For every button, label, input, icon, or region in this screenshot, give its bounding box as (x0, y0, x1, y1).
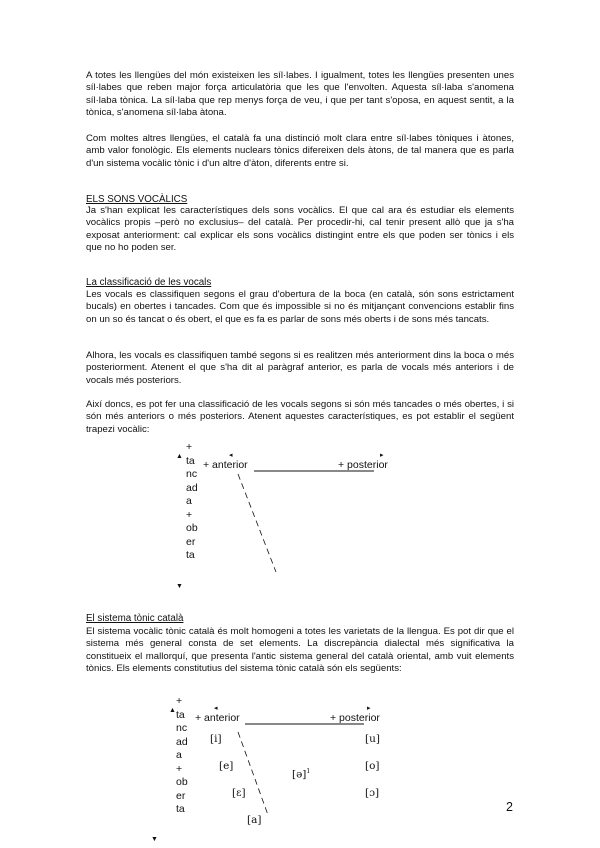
label-posterior: + posterior (338, 459, 388, 471)
section-heading-classificacio: La classificació de les vocals (86, 277, 212, 288)
arrow-down-icon: ▼ (176, 583, 183, 590)
arrow-up-icon: ▲ (176, 453, 183, 460)
vowel-u: [u] (365, 733, 380, 745)
openness-axis-labels: + ta nc ad a + ob er ta (176, 695, 188, 815)
arrow-left-icon: ◂ (214, 705, 218, 712)
section-heading-sistema-tonic: El sistema tònic català (86, 613, 184, 624)
section2-paragraph-3: Així doncs, es pot fer una classificació de les vocals segons si són més tancades o més obertes, i si són més anteriors o més posteriors. Atenent aquestes característiques, es pot establir el següent trapezi vocàlic: (86, 399, 514, 435)
arrow-right-icon: ▸ (367, 705, 371, 712)
arrow-up-icon: ▲ (169, 707, 176, 714)
vowel-a: [a] (247, 814, 262, 826)
section2-paragraph-2: Alhora, les vocals es classifiquen també segons si es realitzen més anteriorment dins la boca o més posteriorment. Atenent el que s'ha dit al paràgraf anterior, es parla de vocals més anteriors i de vocals més posteriors. (86, 350, 514, 386)
label-anterior: + anterior (195, 712, 240, 724)
openness-axis-labels: + ta nc ad a + ob er ta (186, 441, 198, 561)
vowel-i: [i] (210, 733, 222, 745)
section2-paragraph-1: Les vocals es classifiquen segons el grau d'obertura de la boca (en català, són sons estrictament bucals) en obertes i tancades. Com que és impossible si no és mitjançant convencions establir fins on un so és tancat o és obert, el que es fa es parlar de sons més oberts i de sons més tancats. (86, 289, 514, 325)
intro-paragraph-2: Com moltes altres llengües, el català fa una distinció molt clara entre síl·labes tòniques i àtones, amb valor fonològic. Els elements nuclears tònics difereixen dels àtons, de tal manera que es parla d'un sistema vocàlic tònic i d'un altre d'àton, diferents entre si. (86, 133, 514, 169)
arrow-right-icon: ▸ (380, 452, 384, 459)
page-number: 2 (506, 800, 513, 814)
vowel-e: [e] (219, 760, 234, 772)
section-heading-sons-vocalics: ELS SONS VOCÀLICS (86, 194, 188, 205)
vowel-schwa: [ə]$^1$ (292, 768, 311, 781)
arrow-down-icon: ▼ (151, 836, 158, 843)
vowel-o: [o] (365, 760, 380, 772)
section1-paragraph: Ja s'han explicat les característiques dels sons vocàlics. El que cal ara és estudiar els elements vocàlics propis –però no exclusius– del català. Per procedir-hi, cal tenir present allò que ja s'ha exposat anteriorment: cal explicar els sons vocàlics distingint entre els que poden ser tònics i els que no ho poden ser. (86, 205, 514, 254)
section3-paragraph: El sistema vocàlic tònic català és molt homogeni a totes les varietats de la llengua. Es pot dir que el sistema més general consta de set elements. La discrepància dialectal més significativa la constitueix el mallorquí, que presenta l'antic sistema general del català oriental, amb vuit elements tònics. Els elements constitutius del sistema tònic català són els següents: (86, 626, 514, 675)
intro-paragraph-1: A totes les llengües del món existeixen les síl·labes. I igualment, totes les llengües presenten unes síl·labes que reben major força articulatòria que les que l'envolten. Aquesta síl·laba s'anomena síl·laba tònica. La síl·laba que rep menys força de veu, i que per tant s'oposa, en aquest sentit, a la tònica, s'anomena síl·laba àtona. (86, 70, 514, 119)
label-anterior: + anterior (203, 459, 248, 471)
vowel-epsilon: [ɛ] (232, 787, 246, 799)
arrow-left-icon: ◂ (229, 452, 233, 459)
label-posterior: + posterior (330, 712, 380, 724)
vowel-open-o: [ɔ] (365, 787, 380, 799)
